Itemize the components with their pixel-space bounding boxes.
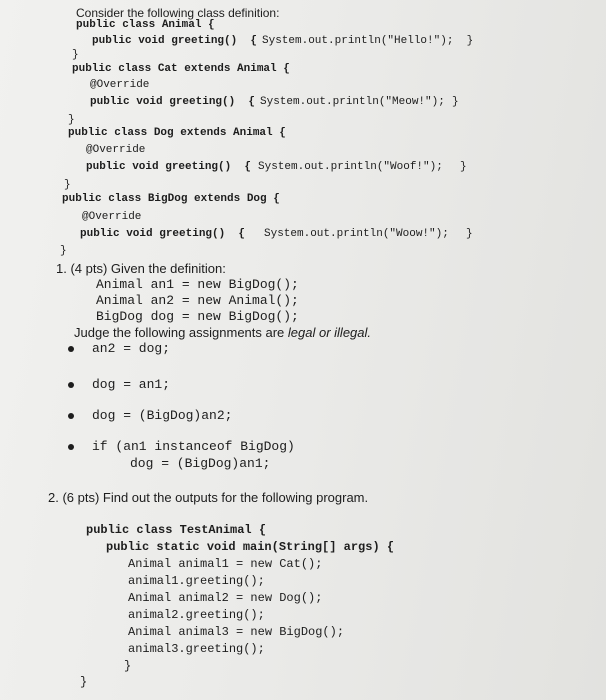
animal-method-body: System.out.println("Hello!"); } xyxy=(262,35,474,47)
q2-prompt: 2. (6 pts) Find out the outputs for the following program. xyxy=(48,490,369,505)
q2-code-line-1: Animal animal1 = new Cat(); xyxy=(128,557,323,571)
q2-class-close: } xyxy=(80,675,88,689)
bigdog-method-decl: public void greeting() { xyxy=(80,228,246,240)
animal-method-decl: public void greeting() { xyxy=(92,35,258,47)
q2-code-line-6: animal3.greeting(); xyxy=(128,642,265,656)
cat-class-close: } xyxy=(68,114,75,126)
bullet-icon xyxy=(68,346,74,352)
q1-instruction-emphasis: legal or illegal. xyxy=(287,325,372,340)
cat-method-body: System.out.println("Meow!"); xyxy=(260,96,445,108)
dog-method-body: System.out.println("Woof!"); xyxy=(258,161,443,173)
dog-override: @Override xyxy=(86,144,146,156)
intro-heading: Consider the following class definition: xyxy=(76,6,280,20)
q2-main-close: } xyxy=(124,659,132,673)
bigdog-override: @Override xyxy=(82,211,142,223)
bullet-icon xyxy=(68,413,74,419)
q2-main-decl: public static void main(String[] args) { xyxy=(106,540,395,554)
cat-method-decl: public void greeting() { xyxy=(90,96,256,108)
dog-class-decl: public class Dog extends Animal { xyxy=(68,127,286,139)
q1-definition-1: Animal an1 = new BigDog(); xyxy=(96,277,299,292)
cat-method-close: } xyxy=(452,96,459,108)
q2-code-line-2: animal1.greeting(); xyxy=(128,574,265,588)
q2-code-line-3: Animal animal2 = new Dog(); xyxy=(128,591,323,605)
q1-definition-2: Animal an2 = new Animal(); xyxy=(96,293,299,308)
q1-item-3: dog = (BigDog)an2; xyxy=(92,408,233,423)
q2-code-line-5: Animal animal3 = new BigDog(); xyxy=(128,625,345,639)
q1-item-2: dog = an1; xyxy=(92,377,171,392)
bigdog-class-decl: public class BigDog extends Dog { xyxy=(62,193,280,205)
q1-instruction-text: Judge the following assignments are xyxy=(74,325,288,340)
q1-instruction xyxy=(74,326,371,339)
dog-class-close: } xyxy=(64,179,71,191)
bigdog-class-close: } xyxy=(60,245,67,257)
q1-definition-3: BigDog dog = new BigDog(); xyxy=(96,309,299,324)
animal-class-decl: public class Animal { xyxy=(76,19,215,31)
cat-override: @Override xyxy=(90,79,150,91)
q1-item-1: an2 = dog; xyxy=(92,341,171,356)
bullet-icon xyxy=(68,444,74,450)
q1-item-4-continued: dog = (BigDog)an1; xyxy=(130,456,271,471)
dog-method-decl: public void greeting() { xyxy=(86,161,252,173)
cat-class-decl: public class Cat extends Animal { xyxy=(72,63,290,75)
bigdog-method-close: } xyxy=(466,228,473,240)
q2-code-line-4: animal2.greeting(); xyxy=(128,608,265,622)
q1-prompt: 1. (4 pts) Given the definition: xyxy=(56,261,226,276)
bullet-icon xyxy=(68,382,74,388)
dog-method-close: } xyxy=(460,161,467,173)
animal-class-close: } xyxy=(72,49,79,61)
bigdog-method-body: System.out.println("Woow!"); xyxy=(264,228,449,240)
q2-class-decl: public class TestAnimal { xyxy=(86,523,267,537)
q1-item-4: if (an1 instanceof BigDog) xyxy=(92,439,295,454)
